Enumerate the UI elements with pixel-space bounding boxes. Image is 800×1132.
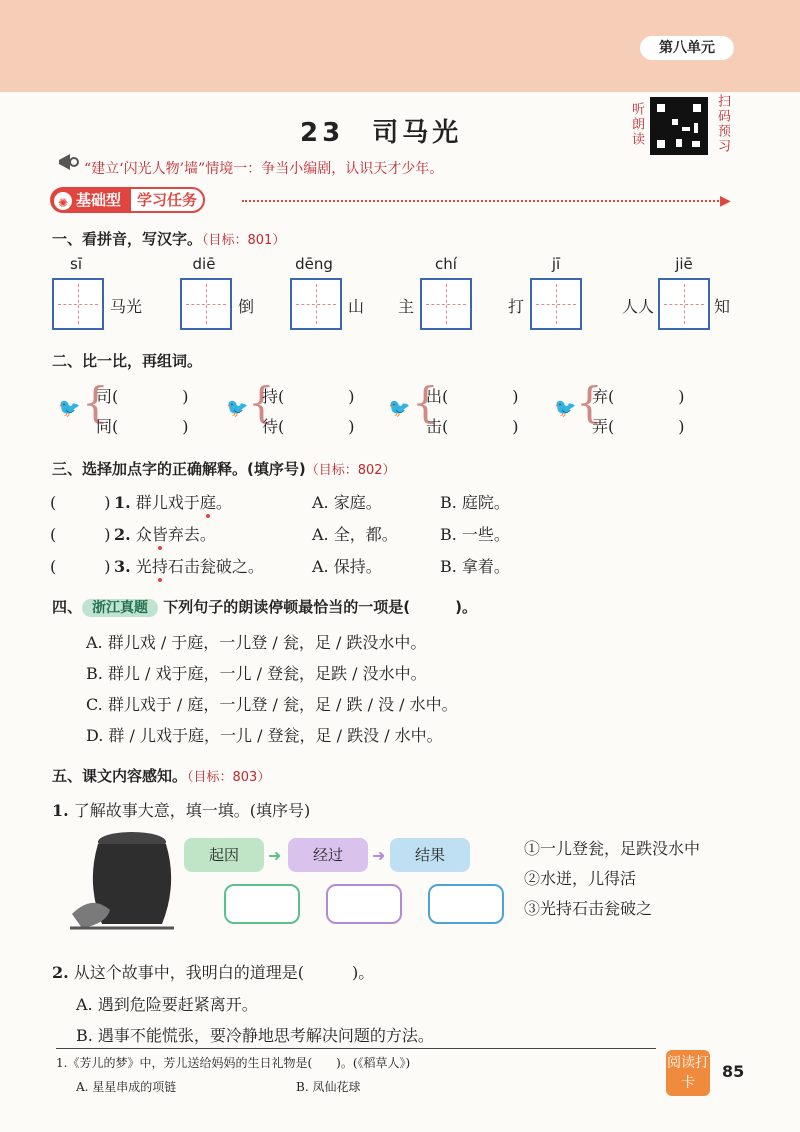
q2-text: 2. 从这个故事中，我明白的道理是( )。 <box>52 963 375 982</box>
option-2a: A. 全，都。 <box>312 525 398 544</box>
section-2-heading: 二、比一比，再组词。 <box>52 352 203 370</box>
word-part-6b: 知 <box>714 297 731 316</box>
word-part-6a: 人人 <box>622 297 655 316</box>
option-3b: B. 拿着。 <box>440 557 510 576</box>
pinyin-1: sī <box>70 255 82 273</box>
answer-paren-3[interactable]: ( ) <box>50 557 111 576</box>
writing-box-6[interactable] <box>658 278 710 330</box>
footer-divider <box>56 1048 656 1049</box>
choice-2: ②水迸，儿得活 <box>524 869 637 888</box>
option-3a: A. 保持。 <box>312 557 382 576</box>
section-1-heading: 一、看拼音，写汉字。（目标：801） <box>52 230 286 248</box>
pinyin-5: jī <box>551 255 561 273</box>
scan-label: 扫码预习 <box>715 94 730 154</box>
pinyin-4: chí <box>435 255 457 273</box>
arrow-right-icon: ➜ <box>372 846 386 865</box>
answer-box-cause[interactable] <box>224 884 300 924</box>
word-part-3: 山 <box>348 297 365 316</box>
arrow-right-icon: ➜ <box>268 846 282 865</box>
unit-tag: 第八单元 <box>640 36 734 60</box>
page-title <box>300 112 462 149</box>
brace: { <box>82 378 109 427</box>
sentence-2: 2. 众皆弃去。 <box>114 525 216 544</box>
s4-option-c: C. 群儿戏于 / 庭，一儿登 / 瓮，足 / 跌 / 没 / 水中。 <box>86 695 458 714</box>
footer-question: 1.《芳儿的梦》中，芳儿送给妈妈的生日礼物是( )。(《稻草人》) <box>56 1056 411 1070</box>
word-part-2: 倒 <box>238 297 255 316</box>
word-part-4: 主 <box>398 297 415 316</box>
section-1-goal: （目标：801） <box>202 233 286 248</box>
answer-paren-1[interactable]: ( ) <box>50 493 111 512</box>
compare-2-bottom: 待( ) <box>262 417 355 436</box>
option-1a: A. 家庭。 <box>312 493 382 512</box>
pinyin-6: jiē <box>675 255 693 273</box>
word-part-5: 打 <box>508 297 525 316</box>
brace: { <box>248 378 275 427</box>
pinyin-3: dēng <box>295 255 333 273</box>
answer-paren-2[interactable]: ( ) <box>50 525 111 544</box>
brace: { <box>576 378 603 427</box>
stage-result: 结果 <box>390 838 470 872</box>
header-wave <box>0 60 800 100</box>
lightbulb-icon: ✺ <box>52 190 74 212</box>
bird-icon: 🐦 <box>226 398 249 419</box>
section-5-heading: 五、课文内容感知。（目标：803） <box>52 767 271 785</box>
sentence-3: 3. 光持石击瓮破之。 <box>114 557 264 576</box>
bird-icon: 🐦 <box>388 398 411 419</box>
s4-option-d: D. 群 / 儿戏于庭，一儿 / 登瓮，足 / 跌没 / 水中。 <box>86 726 443 745</box>
compare-4-top: 弃( ) <box>592 387 685 406</box>
arrow-right-icon: ▶ <box>720 193 731 209</box>
dotted-divider <box>242 200 722 202</box>
compare-3-bottom: 击( ) <box>426 417 519 436</box>
qr-code-icon[interactable] <box>650 97 708 155</box>
compare-2-top: 持( ) <box>262 387 355 406</box>
read-checkin-badge[interactable]: 阅读打卡 <box>666 1050 710 1096</box>
compare-3-top: 出( ) <box>426 387 519 406</box>
brace: { <box>412 378 439 427</box>
choice-1: ①一儿登瓮，足跌没水中 <box>524 839 701 858</box>
q2-option-a: A. 遇到危险要赶紧离开。 <box>76 995 258 1014</box>
badge-basic: 基础型 <box>50 187 129 213</box>
listen-label: 听朗读 <box>629 102 644 147</box>
water-jar-illustration <box>62 824 182 934</box>
option-1b: B. 庭院。 <box>440 493 510 512</box>
compare-1-top: 司( ) <box>96 387 189 406</box>
pinyin-2: diē <box>192 255 216 273</box>
sentence-1: 1. 群儿戏于庭。 <box>114 493 232 512</box>
lesson-title: 司马光 <box>372 118 463 148</box>
stage-cause: 起因 <box>184 838 264 872</box>
writing-box-4[interactable] <box>420 278 472 330</box>
footer-option-b: B. 凤仙花球 <box>296 1080 361 1094</box>
megaphone-icon <box>56 150 80 176</box>
section-3-goal: （目标：802） <box>305 463 396 478</box>
scenario-text: “建立‘闪光人物’墙”情境一：争当小编剧，认识天才少年。 <box>84 161 444 177</box>
bird-icon: 🐦 <box>554 398 577 419</box>
s4-option-b: B. 群儿 / 戏于庭，一儿 / 登瓮，足跌 / 没水中。 <box>86 664 427 683</box>
q2-option-b: B. 遇事不能慌张，要冷静地思考解决问题的方法。 <box>76 1026 434 1045</box>
compare-1-bottom: 同( ) <box>96 417 189 436</box>
choice-3: ③光持石击瓮破之 <box>524 899 653 918</box>
writing-box-1[interactable] <box>52 278 104 330</box>
writing-box-5[interactable] <box>530 278 582 330</box>
writing-box-2[interactable] <box>180 278 232 330</box>
answer-box-process[interactable] <box>326 884 402 924</box>
word-part-1: 马光 <box>110 297 143 316</box>
q1-text: 1. 了解故事大意，填一填。(填序号) <box>52 801 311 820</box>
zhejiang-exam-tag: 浙江真题 <box>82 599 158 617</box>
option-2b: B. 一些。 <box>440 525 510 544</box>
answer-box-result[interactable] <box>428 884 504 924</box>
section-3-heading: 三、选择加点字的正确解释。(填序号)（目标：802） <box>52 460 396 478</box>
page-number: 85 <box>722 1062 745 1081</box>
stage-process: 经过 <box>288 838 368 872</box>
section-4-heading: 四、 浙江真题 下列句子的朗读停顿最恰当的一项是( )。 <box>52 598 477 616</box>
footer-option-a: A. 星星串成的项链 <box>76 1080 177 1094</box>
section-5-goal: （目标：803） <box>187 770 271 785</box>
bird-icon: 🐦 <box>58 398 81 419</box>
lesson-number: 23 <box>300 118 345 148</box>
badge-task: 学习任务 <box>129 187 205 213</box>
compare-4-bottom: 弄( ) <box>592 417 685 436</box>
s4-option-a: A. 群儿戏 / 于庭，一儿登 / 瓮，足 / 跌没水中。 <box>86 633 427 652</box>
writing-box-3[interactable] <box>290 278 342 330</box>
